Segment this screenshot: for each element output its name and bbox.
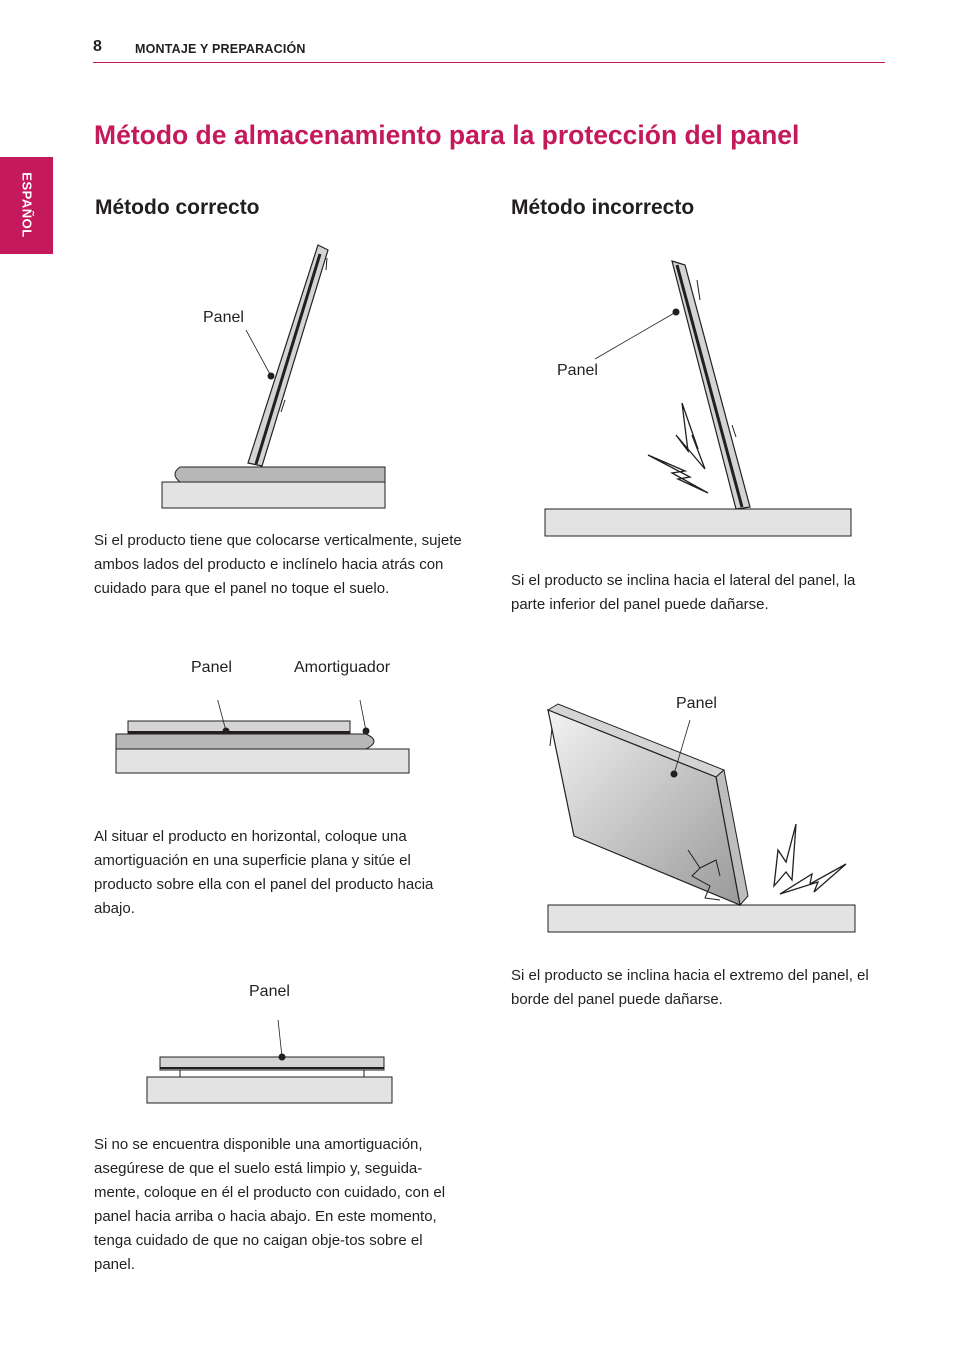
fig-correct-upright-panel-label: Panel (203, 309, 244, 326)
cushion-leader-line (358, 700, 366, 731)
cushion (175, 467, 385, 482)
impact-lightning-icon (774, 824, 796, 886)
correct-method-heading: Método correcto (95, 196, 260, 219)
floor-surface (147, 1077, 392, 1103)
floor-surface (116, 749, 409, 773)
panel-marker (268, 373, 275, 380)
page-number: 8 (93, 38, 102, 55)
figure-upright-on-cushion (150, 240, 400, 512)
floor-surface (162, 482, 385, 508)
correct-upright-text: Si el producto tiene que colocarse verticalmente, sujete ambos lados del producto e inclínelo hacia atrás con cuidado para que el panel no toque el suelo. (94, 532, 462, 597)
language-tab-label: ESPAÑOL (19, 172, 35, 238)
panel-marker (223, 728, 230, 735)
correct-flat-text: Si no se encuentra disponible una amortiguación, asegúrese de que el suelo está limpio y, seguida-mente, coloque en él el producto con cuidado, con el panel hacia arriba o hacia abajo. En este momento, tenga cuidado de que no caigan obje-tos sobre el panel. (94, 1136, 446, 1273)
panel-leader-line (595, 312, 676, 359)
figure-flat-on-floor (140, 1020, 400, 1108)
cushion-marker (363, 728, 370, 735)
panel-leader-line (277, 1020, 282, 1057)
header-divider (93, 62, 885, 63)
incorrect-method-heading: Método incorrecto (511, 196, 695, 219)
impact-lightning-icon (676, 403, 705, 469)
section-header: MONTAJE Y PREPARACIÓN (135, 42, 306, 56)
fig-horizontal-cushion-label: Amortiguador (294, 659, 391, 676)
cushion (116, 734, 374, 749)
figure-tipped-on-edge (540, 700, 860, 936)
panel-marker (671, 771, 678, 778)
fig-flat-panel-label: Panel (249, 983, 290, 1000)
figure-tipped-panel-side (540, 255, 858, 543)
floor-surface (545, 509, 851, 536)
panel-marker (279, 1054, 286, 1061)
figure-horizontal-on-cushion (110, 700, 414, 778)
tv-panel-edge (256, 254, 320, 464)
page-title: Método de almacenamiento para la protección del panel (94, 120, 800, 150)
panel-marker (673, 309, 680, 316)
fig-tipped-panel-label: Panel (557, 362, 598, 379)
fig-edge-panel-label: Panel (676, 695, 717, 712)
fig-horizontal-panel-label: Panel (191, 659, 232, 676)
panel-leader-line (246, 330, 271, 376)
floor-surface (548, 905, 855, 932)
incorrect-edge-text: Si el producto se inclina hacia el extremo del panel, el borde del panel puede dañarse. (511, 967, 869, 1008)
tv-panel-edge (677, 265, 742, 507)
incorrect-side-text: Si el producto se inclina hacia el lateral del panel, la parte inferior del panel puede dañarse. (511, 572, 856, 613)
language-tab (0, 157, 53, 254)
correct-horizontal-text: Al situar el producto en horizontal, coloque una amortiguación en una superficie plana y sitúe el producto sobre ella con el panel del producto hacia abajo. (94, 828, 434, 917)
